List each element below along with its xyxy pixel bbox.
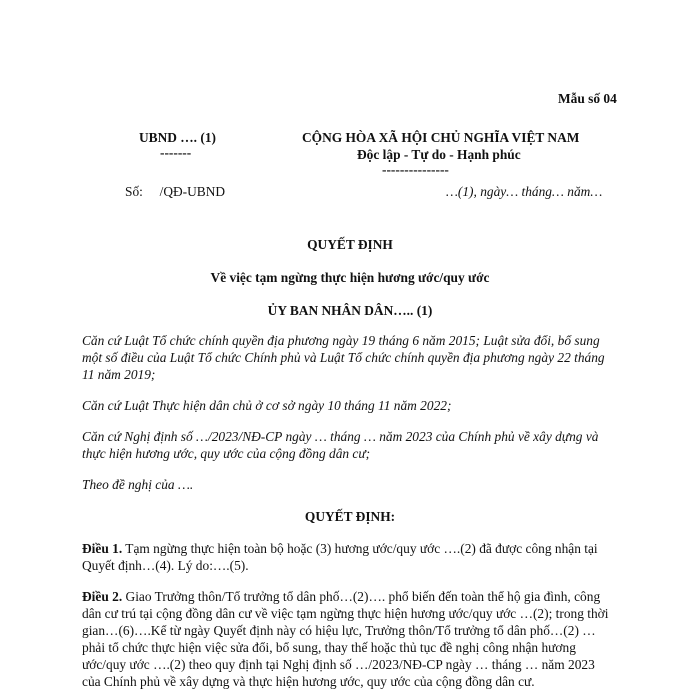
agency-divider: -------	[160, 145, 192, 160]
article-2	[82, 588, 614, 690]
document-subject: Về việc tạm ngừng thực hiện hương ước/quy ước	[210, 270, 490, 285]
legal-basis-3: Căn cứ Nghị định số …/2023/NĐ-CP ngày … tháng … năm 2023 của Chính phủ về xây dựng và thực hiện hương ước, quy ước của cộng đồng dân cư;	[82, 429, 599, 461]
article-1-label: Điều 1.	[82, 541, 123, 556]
article-1	[82, 540, 614, 574]
decision-heading: QUYẾT ĐỊNH:	[304, 509, 396, 524]
place-and-date: …(1), ngày… tháng… năm…	[446, 184, 603, 199]
motto-divider: ---------------	[382, 162, 449, 177]
issuing-agency: UBND …. (1)	[139, 130, 216, 145]
document-title: QUYẾT ĐỊNH	[307, 237, 393, 252]
document-number: Số: /QĐ-UBND	[125, 184, 226, 199]
article-1-text: Tạm ngừng thực hiện toàn bộ hoặc (3) hương ước/quy ước ….(2) đã được công nhận tại Quyết định…(4). Lý do:….(5).	[82, 541, 598, 573]
national-motto: Độc lập - Tự do - Hạnh phúc	[357, 147, 521, 162]
form-number: Mẫu số 04	[558, 91, 617, 106]
legal-basis-proposal: Theo đề nghị của ….	[82, 477, 194, 492]
article-2-text: Giao Trưởng thôn/Tổ trưởng tổ dân phố…(2)…. phổ biến đến toàn thể hộ gia đình, công dân cư trú tại cộng đồng dân cư về việc tạm ngừng thực hiện hương ước/quy ước …(2); trong thời gian…(6)….Kể từ ngày Quyết định này có hiệu lực, Trưởng thôn/Tổ trưởng tổ dân phố…(2) … phải tổ chức thực hiện việc sửa đổi, bổ sung, thay thế hoặc thủ tục đề nghị công nhận hương ước/quy ước ….(2) theo quy định tại Nghị định số …/2023/NĐ-CP ngày … tháng … năm 2023 của Chính phủ về xây dựng và thực hiện hương ước, quy ước của cộng đồng dân cư.	[82, 589, 609, 689]
legal-basis-1: Căn cứ Luật Tổ chức chính quyền địa phương ngày 19 tháng 6 năm 2015; Luật sửa đổi, bổ sung một số điều của Luật Tổ chức Chính phủ và Luật Tổ chức chính quyền địa phương ngày 22 tháng 11 năm 2019;	[82, 333, 605, 382]
issuing-authority: ỦY BAN NHÂN DÂN….. (1)	[267, 303, 433, 318]
legal-basis-2: Căn cứ Luật Thực hiện dân chủ ở cơ sở ngày 10 tháng 11 năm 2022;	[82, 398, 452, 413]
national-title: CỘNG HÒA XÃ HỘI CHỦ NGHĨA VIỆT NAM	[302, 130, 580, 145]
article-2-label: Điều 2.	[82, 589, 123, 604]
